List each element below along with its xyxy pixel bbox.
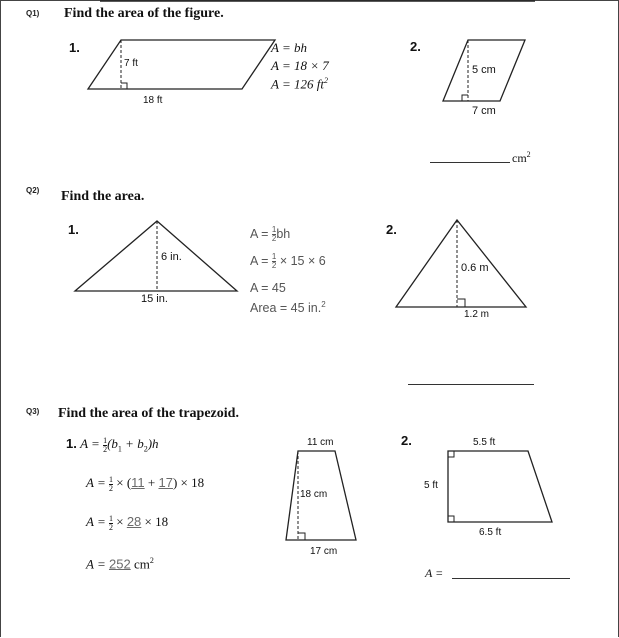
question-number: Q2) <box>26 186 40 195</box>
left-side-label: 5 ft <box>424 480 438 491</box>
right-angle-mark <box>298 533 305 540</box>
base-label: 1.2 m <box>464 309 490 320</box>
work-line: Area = 45 in.$^2$ <box>250 300 326 316</box>
base-label: 7 cm <box>472 105 496 117</box>
work-line: 1. A = $\frac{1}{2}$ $(b_1 + b_2)h$ <box>66 435 159 454</box>
work-line: A = $\frac{1}{2}$ × (11 + 17) × 18 <box>86 474 205 493</box>
height-label: 5 cm <box>472 64 496 76</box>
work-line: A = $\frac{1}{2}$ × 28 × 18 <box>86 513 169 532</box>
answer-blank[interactable] <box>430 150 510 163</box>
parallelogram-1 <box>88 40 275 89</box>
work-line: A = bh <box>271 40 307 55</box>
problem-number: 2. <box>401 433 412 448</box>
height-label: 6 in. <box>161 251 182 263</box>
trapezoid-2 <box>448 451 552 522</box>
problem-number: 1. <box>68 222 79 237</box>
answer-label: A = <box>425 566 444 580</box>
problem-number: 1. <box>69 40 80 55</box>
answer-blank[interactable] <box>408 372 534 385</box>
height-label: 7 ft <box>124 58 138 69</box>
work-line: A = 252 $cm^2$ <box>86 556 154 572</box>
bottom-base-label: 6.5 ft <box>479 527 502 538</box>
work-line: A = $\frac{1}{2}$ bh <box>250 225 291 243</box>
base-label: 15 in. <box>141 293 168 305</box>
right-angle-mark <box>448 451 454 457</box>
height-label: 18 cm <box>300 489 328 500</box>
work-line: A = 18 × 7 <box>271 58 329 73</box>
work-line: A = 45 <box>250 281 286 295</box>
base-label: 18 ft <box>143 95 163 106</box>
right-angle-mark <box>462 95 468 101</box>
question-title: Find the area of the trapezoid. <box>58 406 239 421</box>
answer-blank[interactable] <box>452 566 570 579</box>
question-title: Find the area. <box>61 189 145 204</box>
answer-unit: $cm^2$ <box>512 150 531 165</box>
bottom-base-label: 17 cm <box>310 546 338 557</box>
triangle-1 <box>75 221 237 291</box>
problem-number: 2. <box>386 222 397 237</box>
work-line: A = $\frac{1}{2}$ × 15 × 6 <box>250 252 326 270</box>
question-number: Q3) <box>26 407 40 416</box>
right-angle-mark <box>457 299 465 307</box>
height-label: 0.6 m <box>461 262 489 274</box>
top-base-label: 11 cm <box>307 437 334 448</box>
right-angle-mark <box>448 516 454 522</box>
question-number: Q1) <box>26 9 40 18</box>
right-angle-mark <box>121 83 127 89</box>
question-title: Find the area of the figure. <box>64 6 224 21</box>
work-line: A = 126 $ft^2$ <box>271 76 328 92</box>
problem-number: 2. <box>410 39 421 54</box>
top-base-label: 5.5 ft <box>473 437 496 448</box>
